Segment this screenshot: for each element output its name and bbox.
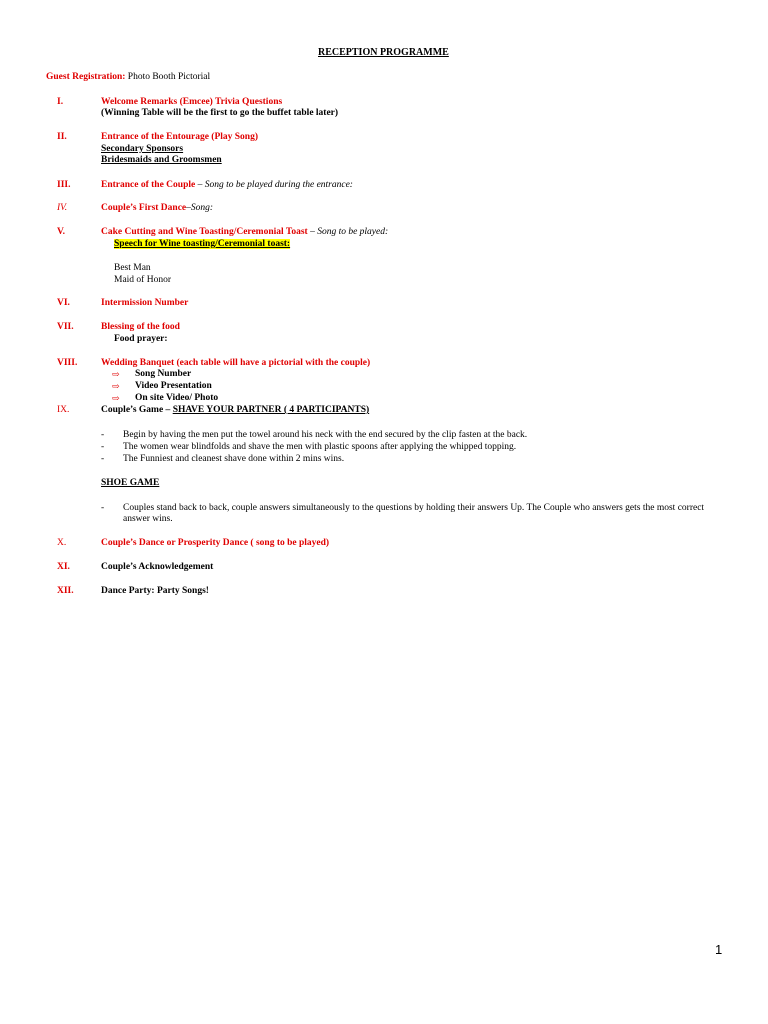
item-note-iii: – Song to be played during the entrance: <box>195 180 353 190</box>
item-numeral-viii: VIII. <box>57 358 78 368</box>
game-step-2: The women wear blindfolds and shave the men with plastic spoons after applying the whipped topping. <box>123 442 517 452</box>
item-heading-iv: Couple’s First Dance <box>101 203 187 213</box>
item-heading-ix: Couple’s Game – <box>101 405 173 415</box>
item-numeral-xii: XII. <box>57 586 74 596</box>
item-numeral-vi: VI. <box>57 298 70 308</box>
item-numeral-ix: IX. <box>57 405 70 415</box>
item-numeral-x: X. <box>57 538 67 548</box>
speech-highlight: Speech for Wine toasting/Ceremonial toast: <box>114 239 291 249</box>
dash-marker: - <box>101 430 105 440</box>
item-numeral-vii: VII. <box>57 322 74 332</box>
item-numeral-iii: III. <box>57 180 71 190</box>
arrow-icon: ⇨ <box>112 393 120 403</box>
item-sub-ii-1: Secondary Sponsors <box>101 144 184 154</box>
item-heading-x: Couple’s Dance or Prosperity Dance ( song to be played) <box>101 538 330 548</box>
item-line-ix <box>101 405 369 416</box>
game-step-3: The Funniest and cleanest shave done within 2 mins wins. <box>123 454 345 464</box>
bullet-video-presentation: Video Presentation <box>135 381 212 391</box>
item-heading-xii: Dance Party: <box>101 586 155 596</box>
arrow-icon: ⇨ <box>112 369 120 379</box>
item-heading-viii: Wedding Banquet (each table will have a pictorial with the couple) <box>101 358 371 368</box>
item-note-iv: –Song: <box>186 203 214 213</box>
bullet-song-number: Song Number <box>135 369 192 379</box>
item-numeral-v: V. <box>57 227 66 237</box>
item-heading-ix-underlined: SHAVE YOUR PARTNER ( 4 PARTICIPANTS) <box>172 405 370 415</box>
item-sub-v-1: Best Man <box>114 263 151 273</box>
item-line-iii <box>101 180 353 191</box>
item-heading-i: Welcome Remarks (Emcee) Trivia Questions <box>101 97 283 107</box>
item-heading-v: Cake Cutting and Wine Toasting/Ceremonial Toast <box>101 227 308 237</box>
bullet-onsite-video: On site Video/ Photo <box>135 393 219 403</box>
item-sub-vii: Food prayer: <box>114 334 168 344</box>
item-sub-v-2: Maid of Honor <box>114 275 171 285</box>
item-heading-ii: Entrance of the Entourage (Play Song) <box>101 132 259 142</box>
item-line-xii <box>101 586 209 597</box>
dash-marker: - <box>101 442 105 452</box>
item-line-v <box>101 227 388 238</box>
item-heading-iii: Entrance of the Couple <box>101 180 196 190</box>
guest-registration <box>46 72 210 83</box>
item-numeral-xi: XI. <box>57 562 70 572</box>
guest-registration-label: Guest Registration: <box>46 72 126 82</box>
item-highlight-v <box>114 239 290 250</box>
page-number: 1 <box>715 942 723 957</box>
item-line-iv <box>101 203 213 214</box>
item-sub-i: (Winning Table will be the first to go the buffet table later) <box>101 108 339 118</box>
game-step-1: Begin by having the men put the towel around his neck with the end secured by the clip fasten at the back. <box>123 430 528 440</box>
item-numeral-iv: IV. <box>57 203 68 213</box>
item-numeral-i: I. <box>57 97 64 107</box>
arrow-icon: ⇨ <box>112 381 120 391</box>
item-heading-vii: Blessing of the food <box>101 322 180 332</box>
item-sub-ii-2: Bridesmaids and Groomsmen <box>101 155 222 165</box>
dash-marker: - <box>101 454 105 464</box>
item-heading-xi: Couple’s Acknowledgement <box>101 562 214 572</box>
page-title: RECEPTION PROGRAMME <box>318 47 449 58</box>
item-note-xii: Party Songs! <box>154 586 209 596</box>
shoe-game-heading: SHOE GAME <box>101 478 160 488</box>
guest-registration-value: Photo Booth Pictorial <box>125 72 211 82</box>
item-numeral-ii: II. <box>57 132 67 142</box>
shoe-game-description: Couples stand back to back, couple answers simultaneously to the questions by holding their answers Up. The Couple who answers gets the most correct answer wins. <box>123 503 705 524</box>
dash-marker: - <box>101 503 105 513</box>
item-heading-vi: Intermission Number <box>101 298 189 308</box>
item-note-v: – Song to be played: <box>307 227 389 237</box>
